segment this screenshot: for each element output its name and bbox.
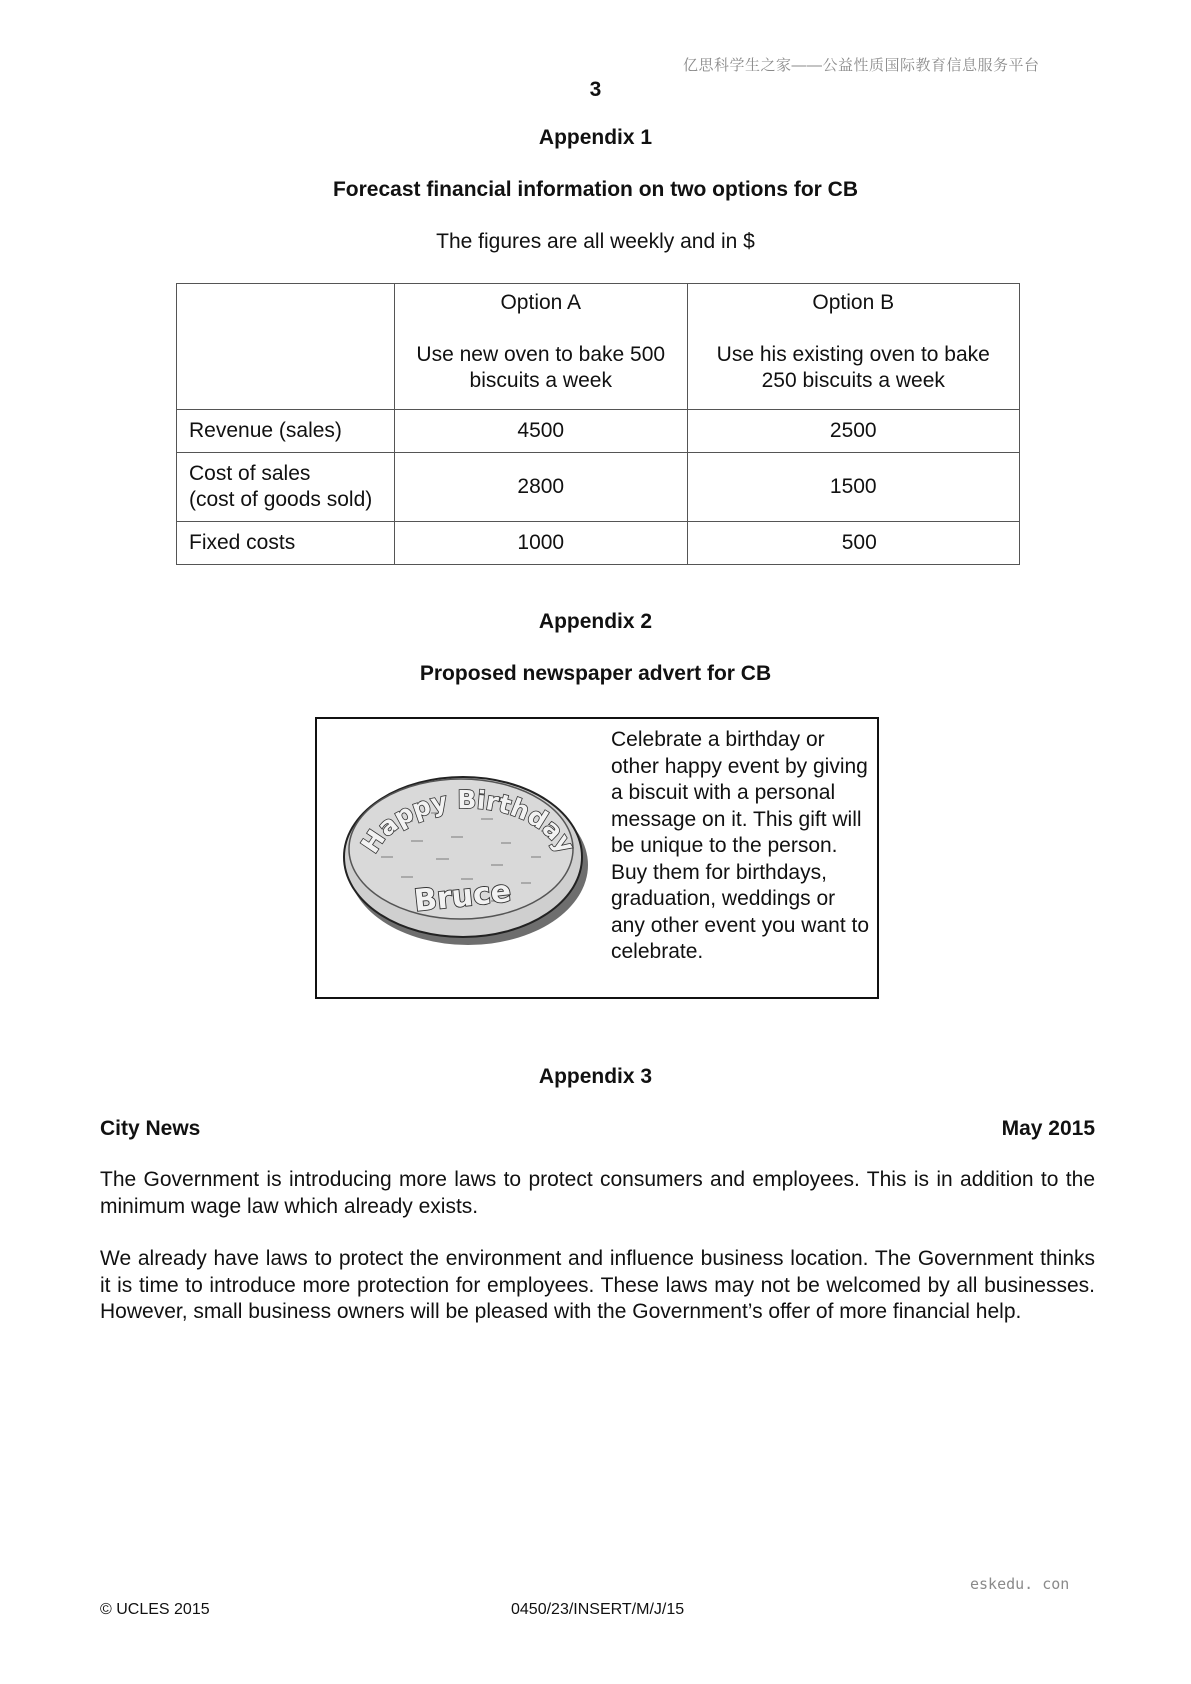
table-row [177,453,1020,522]
option-b-value: 1500 [687,453,1019,522]
watermark-bottom: eskedu. con [970,1575,1070,1593]
option-b-desc: Use his existing oven to bake 250 biscuits a week [716,343,990,392]
news-paragraph-2: We already have laws to protect the environment and influence business location. The Government thinks it is time to introduce more protection for employees. These laws may not be welcomed by all businesses. However, small business owners will be pleased with the Government’s offer of more financial help. [100,1247,1095,1323]
option-a-value: 1000 [395,522,688,565]
financial-table [176,283,1020,565]
appendix2-title: Appendix 2 [538,610,653,633]
advert-text: Celebrate a birthday or other happy event by giving a biscuit with a personal message on it. This gift will be unique to the person. Buy them for birthdays, graduation, weddings or any other event you want to celebrate. [611,728,869,963]
option-b-value: 500 [687,522,1019,565]
option-b-title: Option B [812,291,895,314]
option-a-value: 4500 [395,410,688,453]
option-a-value: 2800 [395,453,688,522]
table-corner-cell [177,284,395,410]
news-paragraph-1: The Government is introducing more laws to protect consumers and employees. This is in addition to the minimum wage law which already exists. [100,1168,1095,1218]
row-label: Fixed costs [177,522,395,565]
page-number: 3 [589,78,602,101]
biscuit-illustration [341,761,591,951]
table-row [177,522,1020,565]
row-label: Revenue (sales) [177,410,395,453]
row-label [177,453,395,522]
row-label-line2: (cost of goods sold) [189,488,373,511]
appendix1-note: The figures are all weekly and in $ [436,230,755,253]
news-source: City News [100,1117,201,1140]
news-date: May 2015 [1001,1117,1095,1140]
table-row [177,410,1020,453]
appendix2-subtitle: Proposed newspaper advert for CB [419,662,772,685]
newspaper-advert [315,717,879,999]
watermark-top: 亿思科学生之家——公益性质国际教育信息服务平台 [683,57,1040,74]
option-a-desc: Use new oven to bake 500 biscuits a week [416,343,666,392]
option-a-header [395,284,688,410]
biscuit-name-text: Bruce [412,874,513,920]
footer-copyright: © UCLES 2015 [100,1601,210,1618]
appendix1-subtitle: Forecast financial information on two options for CB [332,178,858,201]
appendix1-title: Appendix 1 [538,126,653,149]
option-b-value: 2500 [687,410,1019,453]
option-a-title: Option A [500,291,582,314]
row-label-line1: Cost of sales [189,462,311,485]
biscuit-top-text: Happy Birthday [355,785,581,859]
table-header-row [177,284,1020,410]
footer-code: 0450/23/INSERT/M/J/15 [511,1601,685,1618]
option-b-header [687,284,1019,410]
appendix3-title: Appendix 3 [538,1065,653,1088]
